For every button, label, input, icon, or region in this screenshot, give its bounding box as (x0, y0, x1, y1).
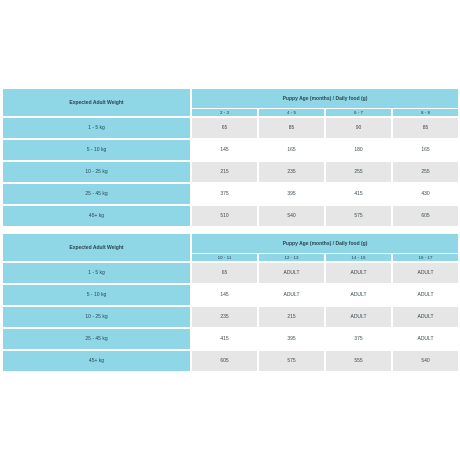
food-amount: 85 (393, 118, 458, 138)
food-amount: 605 (393, 206, 458, 226)
food-amount: ADULT (393, 329, 458, 349)
table-row (192, 162, 458, 182)
food-amount: ADULT (326, 285, 391, 305)
age-range: 2 - 3 (192, 109, 257, 116)
table-row (192, 263, 458, 283)
food-amount: ADULT (259, 263, 324, 283)
food-amount: 415 (192, 329, 257, 349)
food-amount: 215 (192, 162, 257, 182)
age-range-row (192, 254, 458, 261)
food-amount: ADULT (393, 285, 458, 305)
food-amount: 165 (259, 140, 324, 160)
food-amount: 375 (192, 184, 257, 204)
table-row (192, 184, 458, 204)
weight-label: 10 - 25 kg (3, 162, 190, 182)
food-amount: 395 (259, 329, 324, 349)
food-amount: 145 (192, 285, 257, 305)
weight-header: Expected Adult Weight (3, 234, 190, 261)
age-range: 6 - 7 (326, 109, 391, 116)
feeding-table-2 (3, 234, 458, 371)
food-amount: 395 (259, 184, 324, 204)
food-amount: 415 (326, 184, 391, 204)
age-range-row (192, 109, 458, 116)
food-amount: ADULT (326, 307, 391, 327)
age-range: 16 - 17 (393, 254, 458, 261)
food-amount: 375 (326, 329, 391, 349)
age-header: Puppy Age (months) / Daily food (g) (192, 89, 458, 108)
food-amount: 145 (192, 140, 257, 160)
weight-label: 1 - 5 kg (3, 118, 190, 138)
age-range: 4 - 5 (259, 109, 324, 116)
table-row (192, 140, 458, 160)
food-amount: 90 (326, 118, 391, 138)
food-amount: 555 (326, 351, 391, 371)
food-amount: 605 (192, 351, 257, 371)
age-range: 12 - 13 (259, 254, 324, 261)
food-amount: 215 (259, 307, 324, 327)
table-row (192, 307, 458, 327)
food-amount: ADULT (393, 263, 458, 283)
table-row (192, 118, 458, 138)
weight-label: 5 - 10 kg (3, 140, 190, 160)
table-row (192, 285, 458, 305)
food-amount: 65 (192, 118, 257, 138)
table-row (192, 351, 458, 371)
age-range: 14 - 15 (326, 254, 391, 261)
food-amount: 575 (259, 351, 324, 371)
food-amount: ADULT (393, 307, 458, 327)
food-amount: 180 (326, 140, 391, 160)
food-amount: 235 (192, 307, 257, 327)
age-header-block (192, 89, 458, 116)
weight-label: 45+ kg (3, 351, 190, 371)
food-amount: 430 (393, 184, 458, 204)
food-amount: 165 (393, 140, 458, 160)
weight-label: 25 - 45 kg (3, 329, 190, 349)
food-amount: 510 (192, 206, 257, 226)
food-amount: 540 (259, 206, 324, 226)
table-row (192, 329, 458, 349)
age-header: Puppy Age (months) / Daily food (g) (192, 234, 458, 253)
table-row (192, 206, 458, 226)
food-amount: 540 (393, 351, 458, 371)
weight-label: 1 - 5 kg (3, 263, 190, 283)
food-amount: 255 (393, 162, 458, 182)
food-amount: 85 (259, 118, 324, 138)
food-amount: 255 (326, 162, 391, 182)
age-header-block (192, 234, 458, 261)
weight-label: 5 - 10 kg (3, 285, 190, 305)
feeding-table-1 (3, 89, 458, 226)
food-amount: ADULT (326, 263, 391, 283)
age-range: 8 - 9 (393, 109, 458, 116)
food-amount: 575 (326, 206, 391, 226)
food-amount: ADULT (259, 285, 324, 305)
food-amount: 235 (259, 162, 324, 182)
weight-label: 25 - 45 kg (3, 184, 190, 204)
food-amount: 65 (192, 263, 257, 283)
age-range: 10 - 11 (192, 254, 257, 261)
weight-label: 10 - 25 kg (3, 307, 190, 327)
weight-header: Expected Adult Weight (3, 89, 190, 116)
weight-label: 45+ kg (3, 206, 190, 226)
